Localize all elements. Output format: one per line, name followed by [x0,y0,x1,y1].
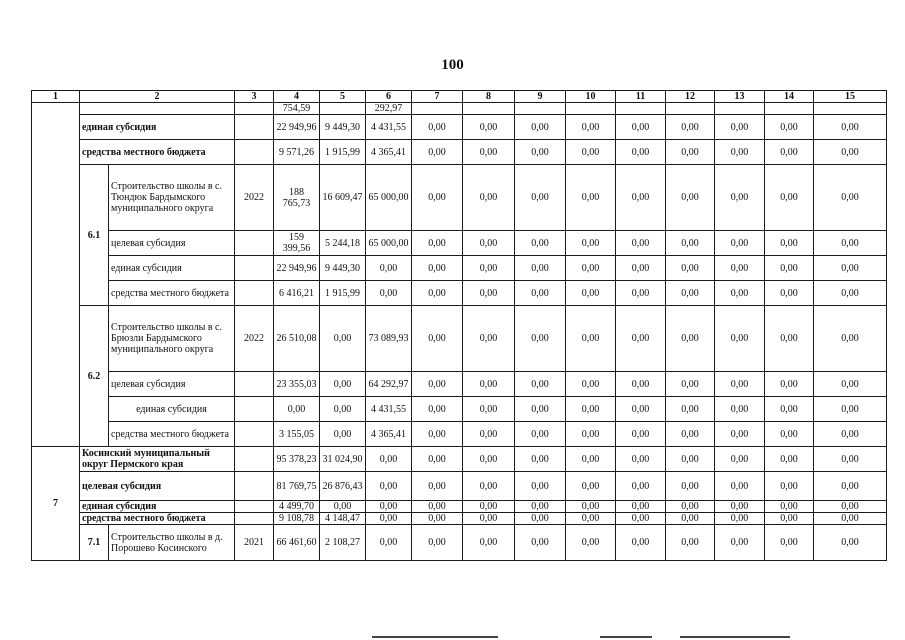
header-cell: 12 [666,91,715,103]
cell: 0,00 [715,140,765,165]
table-row [32,115,887,140]
cell: 0,00 [616,422,666,447]
cell: 0,00 [463,472,515,501]
cell: 0,00 [616,165,666,231]
header-cell: 4 [274,91,320,103]
header-cell: 2 [80,91,235,103]
cell: 0,00 [515,397,566,422]
header-cell: 9 [515,91,566,103]
cell: 0,00 [814,501,887,513]
cell: 0,00 [666,140,715,165]
cell: 0,00 [765,513,814,525]
cell: 0,00 [463,115,515,140]
cell: 0,00 [366,281,412,306]
row-label: целевая субсидия [80,472,235,501]
cell: 0,00 [463,513,515,525]
cell: 26 510,08 [274,306,320,372]
cell: 0,00 [320,422,366,447]
cell: 9 571,26 [274,140,320,165]
cell: 2 108,27 [320,525,366,561]
cell: 0,00 [666,447,715,472]
row-label: единая субсидия [80,115,235,140]
row-label: средства местного бюджета [109,422,235,447]
cell: 0,00 [765,165,814,231]
cell: 0,00 [566,447,616,472]
cell: 0,00 [616,397,666,422]
cell: 0,00 [715,306,765,372]
scan-artifact [680,636,790,638]
cell: 0,00 [463,397,515,422]
cell: 0,00 [566,472,616,501]
cell: 65 000,00 [366,165,412,231]
cell: 0,00 [814,306,887,372]
header-cell: 8 [463,91,515,103]
cell: 0,00 [715,256,765,281]
cell: 0,00 [666,231,715,256]
cell: 0,00 [566,397,616,422]
cell: 0,00 [715,231,765,256]
cell: 0,00 [566,422,616,447]
cell: 0,00 [814,472,887,501]
row-label: Строительство школы в д. Порошево Косинского [109,525,235,561]
row-label: Строительство школы в с. Тюндюк Бардымского муниципального округа [109,165,235,231]
table-row [32,447,887,472]
cell: 0,00 [320,306,366,372]
table-row [32,422,887,447]
cell: 0,00 [515,140,566,165]
cell: 0,00 [666,372,715,397]
cell: 0,00 [566,525,616,561]
cell: 0,00 [616,372,666,397]
cell: 0,00 [616,501,666,513]
cell: 0,00 [366,525,412,561]
row-label: Косинский муниципальный округ Пермского края [80,447,235,472]
header-row [32,91,887,103]
cell: 0,00 [366,447,412,472]
cell: 0,00 [765,422,814,447]
cell: 0,00 [515,525,566,561]
cell: 0,00 [515,513,566,525]
row-label: средства местного бюджета [109,281,235,306]
cell: 0,00 [515,501,566,513]
cell: 0,00 [765,281,814,306]
cell: 0,00 [765,140,814,165]
row-number: 7 [32,447,80,561]
row-number: 6.2 [80,306,109,447]
cell: 0,00 [566,140,616,165]
cell: 0,00 [412,281,463,306]
cell: 0,00 [616,306,666,372]
cell: 0,00 [515,256,566,281]
cell: 159 399,56 [274,231,320,256]
header-cell: 7 [412,91,463,103]
cell: 0,00 [320,501,366,513]
cell: 0,00 [412,525,463,561]
cell: 0,00 [412,256,463,281]
cell: 0,00 [715,372,765,397]
cell: 0,00 [566,372,616,397]
cell: 0,00 [715,397,765,422]
table-row [32,281,887,306]
cell: 65 000,00 [366,231,412,256]
cell: 0,00 [666,422,715,447]
cell: 0,00 [515,472,566,501]
cell: 0,00 [715,525,765,561]
table-row [32,513,887,525]
cell: 3 155,05 [274,422,320,447]
cell: 0,00 [515,165,566,231]
cell: 6 416,21 [274,281,320,306]
cell: 0,00 [666,525,715,561]
cell: 0,00 [616,256,666,281]
cell: 0,00 [412,472,463,501]
header-cell: 11 [616,91,666,103]
cell: 0,00 [814,115,887,140]
cell: 0,00 [765,115,814,140]
row-label: целевая субсидия [109,372,235,397]
cell: 4 148,47 [320,513,366,525]
cell: 0,00 [814,165,887,231]
cell: 0,00 [616,231,666,256]
cell: 9 108,78 [274,513,320,525]
cell: 0,00 [463,501,515,513]
cell: 0,00 [412,306,463,372]
cell: 0,00 [515,231,566,256]
cell: 0,00 [616,140,666,165]
cell: 26 876,43 [320,472,366,501]
cell: 0,00 [463,525,515,561]
cell: 0,00 [566,256,616,281]
table-row [32,372,887,397]
cell: 0,00 [616,525,666,561]
table-row [32,397,887,422]
cell: 0,00 [765,472,814,501]
cell: 0,00 [715,281,765,306]
cell: 0,00 [366,256,412,281]
table-row [32,306,887,372]
cell: 0,00 [715,472,765,501]
cell: 0,00 [515,115,566,140]
header-cell: 5 [320,91,366,103]
row-label: Строительство школы в с. Брюзли Бардымского муниципального округа [109,306,235,372]
cell: 0,00 [666,501,715,513]
cell: 0,00 [666,115,715,140]
header-cell: 6 [366,91,412,103]
cell: 0,00 [814,140,887,165]
cell: 0,00 [765,397,814,422]
cell: 0,00 [616,447,666,472]
cell: 0,00 [463,231,515,256]
cell: 73 089,93 [366,306,412,372]
row-label: единая субсидия [80,501,235,513]
cell: 0,00 [715,165,765,231]
cell: 0,00 [463,372,515,397]
cell: 0,00 [666,281,715,306]
cell: 22 949,96 [274,115,320,140]
cell: 0,00 [515,281,566,306]
cell: 0,00 [515,372,566,397]
cell: 4 365,41 [366,140,412,165]
cell: 0,00 [463,422,515,447]
cell: 0,00 [715,447,765,472]
cell: 1 915,99 [320,281,366,306]
cell: 0,00 [412,231,463,256]
cell: 23 355,03 [274,372,320,397]
cell: 9 449,30 [320,115,366,140]
cell: 0,00 [566,231,616,256]
cell: 0,00 [412,115,463,140]
cell: 0,00 [765,372,814,397]
cell: 22 949,96 [274,256,320,281]
row-label: единая субсидия [109,256,235,281]
cell: 0,00 [666,513,715,525]
cell: 0,00 [366,472,412,501]
cell: 0,00 [566,281,616,306]
table-row [32,525,887,561]
cell: 0,00 [765,306,814,372]
cell: 0,00 [566,501,616,513]
cell: 0,00 [765,256,814,281]
cell: 0,00 [814,397,887,422]
header-cell: 3 [235,91,274,103]
cell: 0,00 [412,372,463,397]
cell: 0,00 [814,447,887,472]
cell: 2021 [235,525,274,561]
table-row [32,231,887,256]
cell: 2022 [235,165,274,231]
cell: 754,59 [274,103,320,115]
scan-artifact [372,636,498,638]
cell: 0,00 [765,231,814,256]
cell: 188 765,73 [274,165,320,231]
page-number: 100 [441,57,464,73]
table-row [32,165,887,231]
cell: 4 431,55 [366,397,412,422]
cell: 81 769,75 [274,472,320,501]
header-cell: 1 [32,91,80,103]
cell: 4 365,41 [366,422,412,447]
row-number: 7.1 [80,525,109,561]
cell: 0,00 [814,513,887,525]
cell: 4 499,70 [274,501,320,513]
cell: 0,00 [566,165,616,231]
cell: 0,00 [765,525,814,561]
cell: 4 431,55 [366,115,412,140]
cell: 0,00 [616,281,666,306]
cell: 0,00 [412,397,463,422]
table-row [32,501,887,513]
cell: 0,00 [463,165,515,231]
cell: 0,00 [666,397,715,422]
cell: 0,00 [616,115,666,140]
table-row [32,103,887,115]
cell: 0,00 [616,513,666,525]
cell: 0,00 [366,513,412,525]
row-label: единая субсидия [109,397,235,422]
financing-table [31,90,887,561]
cell: 0,00 [814,281,887,306]
cell: 0,00 [515,422,566,447]
cell: 0,00 [715,422,765,447]
cell: 0,00 [463,140,515,165]
cell: 95 378,23 [274,447,320,472]
row-label: целевая субсидия [109,231,235,256]
cell: 0,00 [412,422,463,447]
cell: 0,00 [566,513,616,525]
cell: 0,00 [320,397,366,422]
table-row [32,256,887,281]
cell: 0,00 [715,513,765,525]
cell: 0,00 [814,525,887,561]
cell: 0,00 [463,306,515,372]
cell: 0,00 [366,501,412,513]
cell: 0,00 [715,501,765,513]
cell: 0,00 [666,165,715,231]
table-row [32,472,887,501]
cell: 0,00 [666,306,715,372]
cell: 5 244,18 [320,231,366,256]
header-cell: 10 [566,91,616,103]
cell: 0,00 [765,501,814,513]
row-label: средства местного бюджета [80,140,235,165]
cell: 0,00 [566,306,616,372]
cell: 0,00 [666,256,715,281]
cell: 0,00 [814,422,887,447]
cell: 1 915,99 [320,140,366,165]
cell: 292,97 [366,103,412,115]
cell: 0,00 [274,397,320,422]
cell: 0,00 [320,372,366,397]
cell: 0,00 [515,447,566,472]
cell: 0,00 [814,372,887,397]
group-number-cell [32,103,80,447]
cell: 0,00 [412,447,463,472]
header-cell: 13 [715,91,765,103]
cell: 0,00 [715,115,765,140]
cell: 0,00 [463,256,515,281]
cell: 0,00 [463,281,515,306]
cell: 0,00 [666,472,715,501]
header-cell: 15 [814,91,887,103]
cell: 0,00 [412,513,463,525]
row-number: 6.1 [80,165,109,306]
cell: 0,00 [412,501,463,513]
cell: 0,00 [566,115,616,140]
cell: 66 461,60 [274,525,320,561]
cell: 0,00 [515,306,566,372]
cell: 31 024,90 [320,447,366,472]
header-cell: 14 [765,91,814,103]
table-row [32,140,887,165]
cell: 0,00 [765,447,814,472]
cell: 0,00 [814,256,887,281]
cell: 16 609,47 [320,165,366,231]
scan-artifact [600,636,652,638]
row-label: средства местного бюджета [80,513,235,525]
cell: 0,00 [463,447,515,472]
cell: 0,00 [412,165,463,231]
cell: 0,00 [616,472,666,501]
cell: 0,00 [412,140,463,165]
cell: 2022 [235,306,274,372]
cell: 64 292,97 [366,372,412,397]
cell: 9 449,30 [320,256,366,281]
cell: 0,00 [814,231,887,256]
